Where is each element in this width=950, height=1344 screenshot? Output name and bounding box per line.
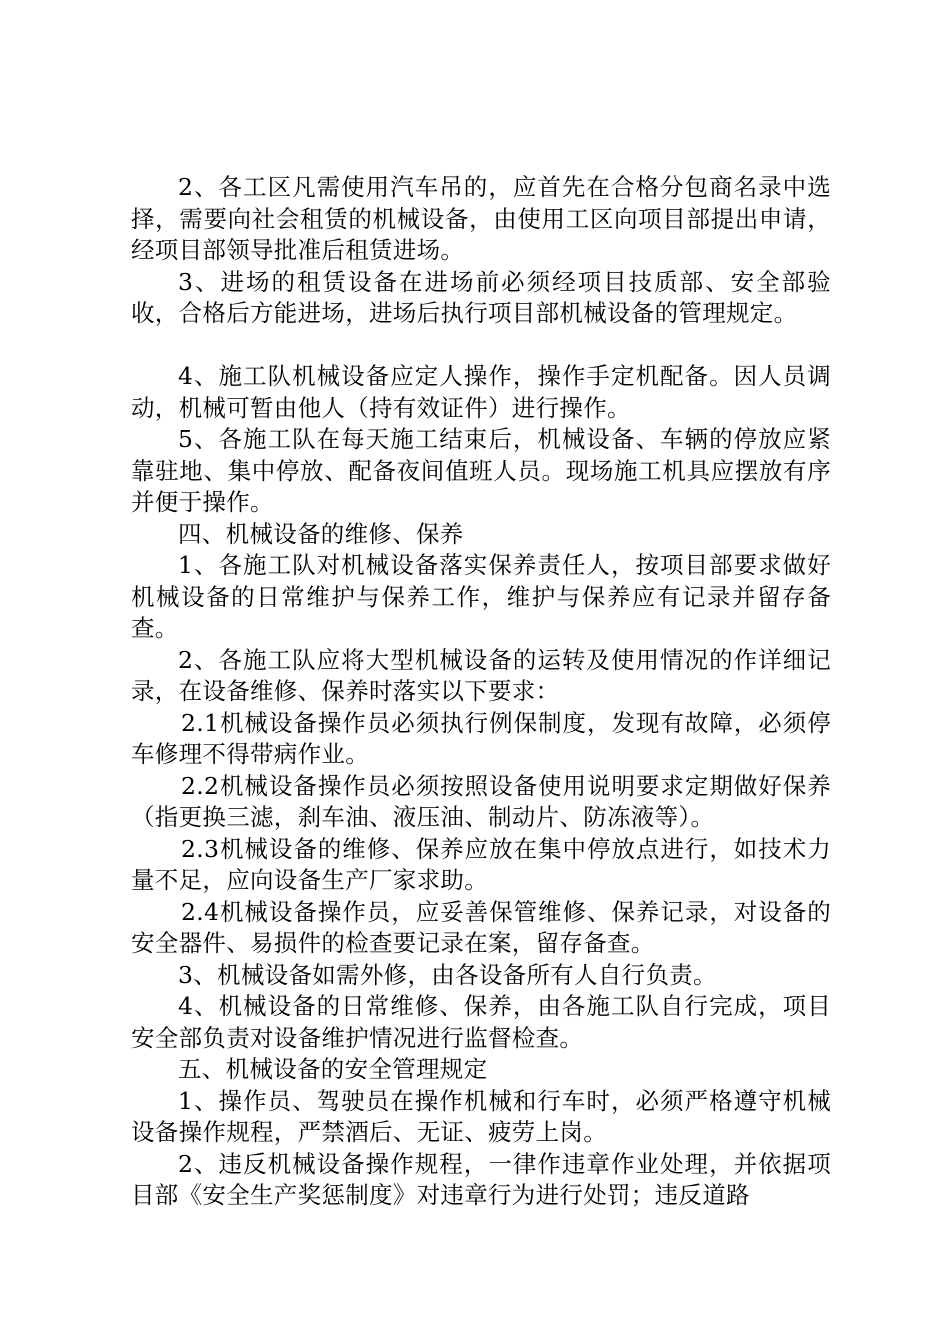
paragraph-item-4-daily-maintenance: 4、机械设备的日常维修、保养，由各施工队自行完成，项目安全部负责对设备维护情况进行监督检查。	[131, 992, 831, 1052]
paragraph-subitem-2-1: 2.1机械设备操作员必须执行例保制度，发现有故障，必须停车修理不得带病作业。	[131, 708, 831, 768]
paragraph-item-2-crane: 2、各工区凡需使用汽车吊的，应首先在合格分包商名录中选择，需要向社会租赁的机械设备，由使用工区向项目部提出申请，经项目部领导批准后租赁进场。	[131, 173, 831, 264]
section-heading-safety-rules: 五、机械设备的安全管理规定	[178, 1055, 488, 1083]
paragraph-item-2-records: 2、各施工队应将大型机械设备的运转及使用情况的作详细记录，在设备维修、保养时落实以下要求：	[131, 645, 831, 705]
blank-line	[131, 330, 831, 362]
paragraph-item-3-leased-equipment: 3、进场的租赁设备在进场前必须经项目技质部、安全部验收，合格后方能进场，进场后执行项目部机械设备的管理规定。	[131, 267, 831, 327]
paragraph-item-1-maintenance-owner: 1、各施工队对机械设备落实保养责任人，按项目部要求做好机械设备的日常维护与保养工作，维护与保养应有记录并留存备查。	[131, 551, 831, 642]
paragraph-item-2-violations: 2、违反机械设备操作规程，一律作违章作业处理，并依据项目部《安全生产奖惩制度》对违章行为进行处罚；违反道路	[131, 1149, 831, 1209]
paragraph-item-1-operating-rules: 1、操作员、驾驶员在操作机械和行车时，必须严格遵守机械设备操作规程，严禁酒后、无证、疲劳上岗。	[131, 1086, 831, 1146]
paragraph-subitem-2-4: 2.4机械设备操作员，应妥善保管维修、保养记录，对设备的安全器件、易损件的检查要记录在案，留存备查。	[131, 897, 831, 957]
paragraph-subitem-2-3: 2.3机械设备的维修、保养应放在集中停放点进行，如技术力量不足，应向设备生产厂家求助。	[131, 834, 831, 894]
paragraph-item-4-operators: 4、施工队机械设备应定人操作，操作手定机配备。因人员调动，机械可暂由他人（持有效证件）进行操作。	[131, 362, 831, 422]
paragraph-item-3-external-repair: 3、机械设备如需外修，由各设备所有人自行负责。	[178, 960, 717, 989]
paragraph-subitem-2-2: 2.2机械设备操作员必须按照设备使用说明要求定期做好保养（指更换三滤，刹车油、液压油、制动片、防冻液等）。	[131, 771, 831, 831]
paragraph-item-5-parking: 5、各施工队在每天施工结束后，机械设备、车辆的停放应紧靠驻地、集中停放、配备夜间值班人员。现场施工机具应摆放有序并便于操作。	[131, 425, 831, 516]
document-body	[131, 172, 831, 1212]
section-heading-maintenance: 四、机械设备的维修、保养	[178, 519, 464, 548]
